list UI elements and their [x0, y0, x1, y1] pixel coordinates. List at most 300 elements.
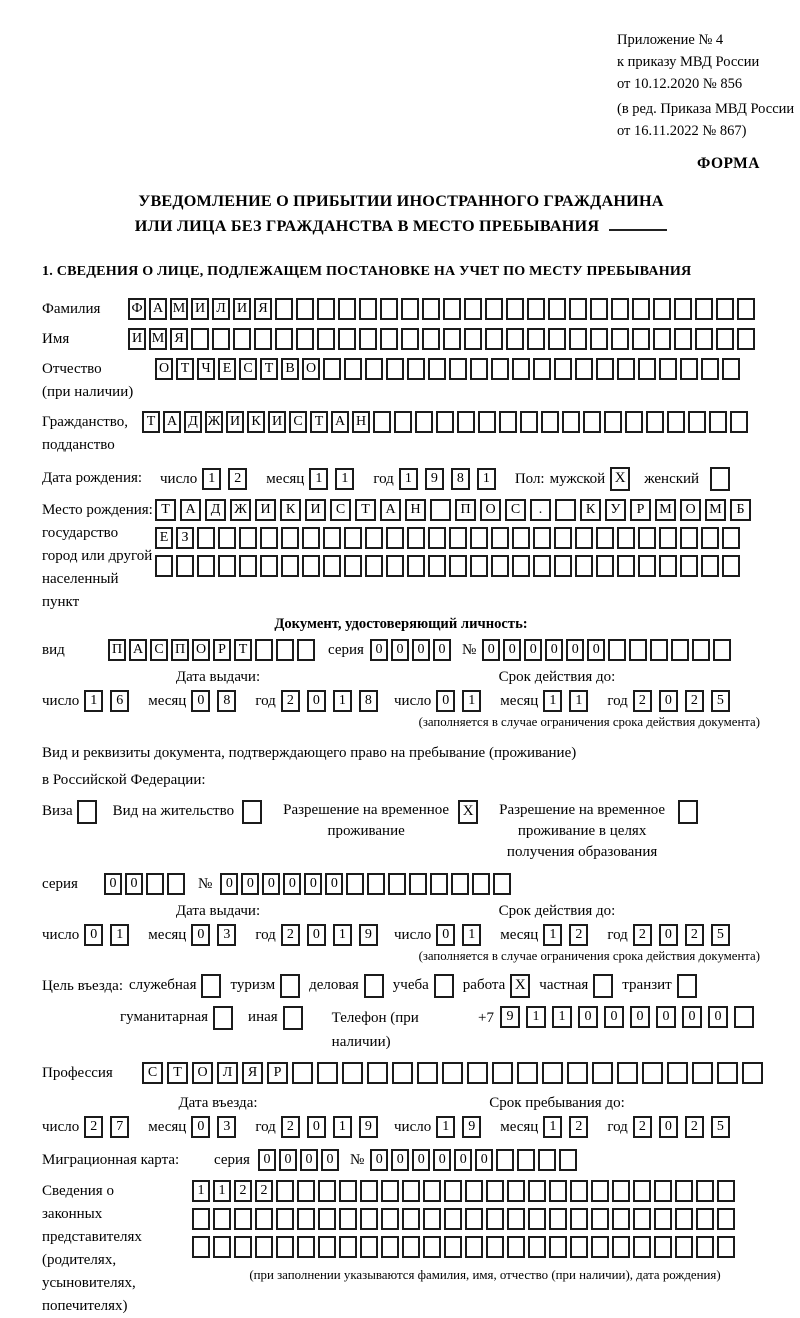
legal-reps-line1-input[interactable]	[192, 1180, 738, 1202]
box-cell[interactable]: 1	[399, 468, 418, 490]
box-cell[interactable]	[717, 1180, 735, 1202]
box-cell[interactable]: О	[302, 358, 320, 380]
box-cell[interactable]	[401, 298, 419, 320]
box-cell[interactable]: 2	[281, 690, 300, 712]
box-cell[interactable]	[317, 298, 335, 320]
box-cell[interactable]	[407, 527, 425, 549]
box-cell[interactable]: М	[170, 298, 188, 320]
box-cell[interactable]	[344, 527, 362, 549]
box-cell[interactable]: 2	[685, 1116, 704, 1138]
box-cell[interactable]	[492, 1062, 513, 1084]
box-cell[interactable]	[342, 1062, 363, 1084]
box-cell[interactable]: О	[192, 1062, 213, 1084]
box-cell[interactable]: С	[150, 639, 168, 661]
box-cell[interactable]	[632, 328, 650, 350]
box-cell[interactable]	[612, 1236, 630, 1258]
box-cell[interactable]	[541, 411, 559, 433]
residence-series-input[interactable]	[104, 873, 188, 895]
box-cell[interactable]: 0	[191, 924, 210, 946]
box-cell[interactable]	[506, 328, 524, 350]
box-cell[interactable]	[373, 411, 391, 433]
box-cell[interactable]: И	[233, 298, 251, 320]
purpose-study-checkbox[interactable]	[434, 974, 454, 998]
box-cell[interactable]: 5	[711, 924, 730, 946]
box-cell[interactable]	[444, 1236, 462, 1258]
box-cell[interactable]: 2	[685, 690, 704, 712]
box-cell[interactable]	[717, 1062, 738, 1084]
box-cell[interactable]: К	[247, 411, 265, 433]
box-cell[interactable]	[696, 1208, 714, 1230]
box-cell[interactable]	[365, 555, 383, 577]
box-cell[interactable]	[360, 1180, 378, 1202]
box-cell[interactable]	[359, 328, 377, 350]
box-cell[interactable]	[470, 527, 488, 549]
doc-valid-day-input[interactable]	[436, 690, 488, 712]
box-cell[interactable]	[512, 358, 530, 380]
box-cell[interactable]: 0	[578, 1006, 598, 1028]
box-cell[interactable]	[392, 1062, 413, 1084]
box-cell[interactable]	[533, 555, 551, 577]
sex-male-checkbox[interactable]: X	[610, 467, 630, 491]
box-cell[interactable]	[465, 1236, 483, 1258]
box-cell[interactable]	[562, 411, 580, 433]
box-cell[interactable]	[146, 873, 164, 895]
box-cell[interactable]: 2	[569, 924, 588, 946]
box-cell[interactable]	[722, 555, 740, 577]
box-cell[interactable]: 0	[604, 1006, 624, 1028]
box-cell[interactable]	[527, 328, 545, 350]
box-cell[interactable]: Т	[176, 358, 194, 380]
box-cell[interactable]	[402, 1180, 420, 1202]
residence-valid-day-input[interactable]	[436, 924, 488, 946]
box-cell[interactable]	[549, 1236, 567, 1258]
box-cell[interactable]	[570, 1180, 588, 1202]
box-cell[interactable]: 0	[503, 639, 521, 661]
box-cell[interactable]: 0	[125, 873, 143, 895]
box-cell[interactable]	[654, 1208, 672, 1230]
box-cell[interactable]: 0	[307, 924, 326, 946]
box-cell[interactable]	[680, 358, 698, 380]
box-cell[interactable]	[734, 1006, 754, 1028]
box-cell[interactable]	[318, 1208, 336, 1230]
temp-residence-checkbox[interactable]: X	[458, 800, 478, 824]
box-cell[interactable]	[653, 298, 671, 320]
box-cell[interactable]: И	[255, 499, 276, 521]
box-cell[interactable]	[569, 298, 587, 320]
box-cell[interactable]	[386, 358, 404, 380]
box-cell[interactable]	[381, 1208, 399, 1230]
box-cell[interactable]: 0	[391, 1149, 409, 1171]
box-cell[interactable]	[297, 639, 315, 661]
temp-residence-education-checkbox[interactable]	[678, 800, 698, 824]
box-cell[interactable]	[512, 527, 530, 549]
migration-card-series-input[interactable]	[258, 1149, 342, 1171]
box-cell[interactable]	[451, 873, 469, 895]
box-cell[interactable]: 1	[333, 924, 352, 946]
box-cell[interactable]	[730, 411, 748, 433]
box-cell[interactable]	[213, 1208, 231, 1230]
box-cell[interactable]	[464, 328, 482, 350]
box-cell[interactable]	[192, 1236, 210, 1258]
box-cell[interactable]: 2	[255, 1180, 273, 1202]
box-cell[interactable]	[499, 411, 517, 433]
box-cell[interactable]	[423, 1236, 441, 1258]
box-cell[interactable]	[470, 358, 488, 380]
birth-place-line1-input[interactable]	[155, 499, 755, 521]
birth-place-line3-input[interactable]	[155, 555, 755, 577]
box-cell[interactable]	[520, 411, 538, 433]
purpose-business-checkbox[interactable]	[364, 974, 384, 998]
box-cell[interactable]	[260, 527, 278, 549]
box-cell[interactable]: А	[331, 411, 349, 433]
box-cell[interactable]	[472, 873, 490, 895]
box-cell[interactable]	[701, 358, 719, 380]
box-cell[interactable]: 0	[391, 639, 409, 661]
box-cell[interactable]: 1	[202, 468, 221, 490]
box-cell[interactable]	[575, 527, 593, 549]
box-cell[interactable]: Т	[142, 411, 160, 433]
box-cell[interactable]: О	[155, 358, 173, 380]
given-name-input[interactable]	[128, 328, 758, 350]
box-cell[interactable]: 9	[359, 1116, 378, 1138]
box-cell[interactable]	[493, 873, 511, 895]
box-cell[interactable]	[423, 1208, 441, 1230]
box-cell[interactable]	[444, 1208, 462, 1230]
box-cell[interactable]: О	[480, 499, 501, 521]
box-cell[interactable]	[570, 1208, 588, 1230]
box-cell[interactable]	[638, 555, 656, 577]
birth-year-input[interactable]	[399, 468, 503, 490]
box-cell[interactable]	[449, 555, 467, 577]
box-cell[interactable]	[318, 1236, 336, 1258]
box-cell[interactable]	[380, 298, 398, 320]
purpose-official-checkbox[interactable]	[201, 974, 221, 998]
box-cell[interactable]: Ч	[197, 358, 215, 380]
box-cell[interactable]: Т	[260, 358, 278, 380]
box-cell[interactable]	[507, 1208, 525, 1230]
box-cell[interactable]	[596, 555, 614, 577]
box-cell[interactable]	[360, 1208, 378, 1230]
box-cell[interactable]	[709, 411, 727, 433]
box-cell[interactable]: 0	[659, 924, 678, 946]
box-cell[interactable]	[428, 358, 446, 380]
box-cell[interactable]	[548, 298, 566, 320]
box-cell[interactable]: 0	[279, 1149, 297, 1171]
box-cell[interactable]: 1	[543, 924, 562, 946]
box-cell[interactable]	[465, 1208, 483, 1230]
box-cell[interactable]	[642, 1062, 663, 1084]
box-cell[interactable]: М	[149, 328, 167, 350]
box-cell[interactable]: 2	[234, 1180, 252, 1202]
box-cell[interactable]: И	[191, 298, 209, 320]
box-cell[interactable]: 5	[711, 1116, 730, 1138]
box-cell[interactable]	[680, 527, 698, 549]
box-cell[interactable]	[276, 1208, 294, 1230]
doc-series-input[interactable]	[370, 639, 454, 661]
box-cell[interactable]: Т	[167, 1062, 188, 1084]
birth-day-input[interactable]	[202, 468, 254, 490]
box-cell[interactable]	[549, 1208, 567, 1230]
box-cell[interactable]	[590, 298, 608, 320]
box-cell[interactable]	[478, 411, 496, 433]
box-cell[interactable]	[218, 527, 236, 549]
box-cell[interactable]	[692, 639, 710, 661]
box-cell[interactable]	[507, 1180, 525, 1202]
box-cell[interactable]: Е	[155, 527, 173, 549]
box-cell[interactable]	[592, 1062, 613, 1084]
box-cell[interactable]: П	[108, 639, 126, 661]
purpose-tourism-checkbox[interactable]	[280, 974, 300, 998]
box-cell[interactable]	[276, 1180, 294, 1202]
box-cell[interactable]: 2	[84, 1116, 103, 1138]
box-cell[interactable]: 0	[433, 1149, 451, 1171]
box-cell[interactable]: 1	[552, 1006, 572, 1028]
box-cell[interactable]	[717, 1208, 735, 1230]
surname-input[interactable]	[128, 298, 758, 320]
box-cell[interactable]	[339, 1236, 357, 1258]
box-cell[interactable]: 1	[462, 690, 481, 712]
box-cell[interactable]: 3	[217, 924, 236, 946]
box-cell[interactable]: 0	[241, 873, 259, 895]
box-cell[interactable]: С	[289, 411, 307, 433]
box-cell[interactable]: 3	[217, 1116, 236, 1138]
box-cell[interactable]	[591, 1208, 609, 1230]
box-cell[interactable]	[517, 1062, 538, 1084]
box-cell[interactable]	[344, 555, 362, 577]
box-cell[interactable]: А	[163, 411, 181, 433]
box-cell[interactable]: Т	[234, 639, 252, 661]
box-cell[interactable]	[155, 555, 173, 577]
box-cell[interactable]	[415, 411, 433, 433]
purpose-humanitarian-checkbox[interactable]	[213, 1006, 233, 1030]
box-cell[interactable]: 1	[477, 468, 496, 490]
box-cell[interactable]: К	[580, 499, 601, 521]
box-cell[interactable]: 0	[659, 690, 678, 712]
box-cell[interactable]: А	[129, 639, 147, 661]
box-cell[interactable]: .	[530, 499, 551, 521]
box-cell[interactable]: 2	[281, 1116, 300, 1138]
box-cell[interactable]	[653, 328, 671, 350]
box-cell[interactable]	[449, 358, 467, 380]
box-cell[interactable]	[538, 1149, 556, 1171]
box-cell[interactable]	[692, 1062, 713, 1084]
box-cell[interactable]	[346, 873, 364, 895]
box-cell[interactable]: У	[605, 499, 626, 521]
box-cell[interactable]	[442, 1062, 463, 1084]
box-cell[interactable]: 1	[213, 1180, 231, 1202]
box-cell[interactable]: 0	[524, 639, 542, 661]
residence-issue-day-input[interactable]	[84, 924, 136, 946]
box-cell[interactable]: 8	[217, 690, 236, 712]
box-cell[interactable]: И	[305, 499, 326, 521]
box-cell[interactable]	[234, 1208, 252, 1230]
box-cell[interactable]	[688, 411, 706, 433]
box-cell[interactable]	[722, 358, 740, 380]
box-cell[interactable]	[323, 555, 341, 577]
box-cell[interactable]: С	[505, 499, 526, 521]
box-cell[interactable]: 0	[307, 1116, 326, 1138]
box-cell[interactable]	[465, 1180, 483, 1202]
box-cell[interactable]	[197, 555, 215, 577]
box-cell[interactable]	[617, 527, 635, 549]
entry-year-input[interactable]	[281, 1116, 385, 1138]
box-cell[interactable]	[360, 1236, 378, 1258]
box-cell[interactable]: Т	[355, 499, 376, 521]
box-cell[interactable]: 0	[104, 873, 122, 895]
box-cell[interactable]: 8	[451, 468, 470, 490]
box-cell[interactable]	[554, 527, 572, 549]
box-cell[interactable]: 0	[370, 1149, 388, 1171]
box-cell[interactable]	[506, 298, 524, 320]
box-cell[interactable]: 0	[545, 639, 563, 661]
box-cell[interactable]	[491, 555, 509, 577]
box-cell[interactable]: 9	[425, 468, 444, 490]
box-cell[interactable]: Ф	[128, 298, 146, 320]
box-cell[interactable]	[646, 411, 664, 433]
phone-input[interactable]	[500, 1006, 760, 1028]
box-cell[interactable]	[402, 1208, 420, 1230]
box-cell[interactable]	[696, 1236, 714, 1258]
box-cell[interactable]	[344, 358, 362, 380]
box-cell[interactable]	[318, 1180, 336, 1202]
doc-kind-input[interactable]	[108, 639, 318, 661]
box-cell[interactable]	[517, 1149, 535, 1171]
box-cell[interactable]: 1	[192, 1180, 210, 1202]
doc-issue-month-input[interactable]	[191, 690, 243, 712]
box-cell[interactable]	[281, 555, 299, 577]
box-cell[interactable]	[625, 411, 643, 433]
box-cell[interactable]: 1	[84, 690, 103, 712]
box-cell[interactable]: 0	[482, 639, 500, 661]
box-cell[interactable]: И	[226, 411, 244, 433]
box-cell[interactable]	[701, 555, 719, 577]
box-cell[interactable]: 1	[543, 1116, 562, 1138]
box-cell[interactable]: Д	[205, 499, 226, 521]
box-cell[interactable]: 0	[220, 873, 238, 895]
birth-place-line2-input[interactable]	[155, 527, 755, 549]
box-cell[interactable]	[428, 527, 446, 549]
box-cell[interactable]: 0	[191, 1116, 210, 1138]
box-cell[interactable]: 0	[656, 1006, 676, 1028]
box-cell[interactable]	[338, 328, 356, 350]
box-cell[interactable]: 0	[304, 873, 322, 895]
box-cell[interactable]	[233, 328, 251, 350]
box-cell[interactable]: 0	[682, 1006, 702, 1028]
box-cell[interactable]	[443, 298, 461, 320]
box-cell[interactable]: 2	[569, 1116, 588, 1138]
legal-reps-line3-input[interactable]	[192, 1236, 738, 1258]
box-cell[interactable]	[276, 639, 294, 661]
box-cell[interactable]	[457, 411, 475, 433]
box-cell[interactable]	[428, 555, 446, 577]
box-cell[interactable]	[339, 1208, 357, 1230]
box-cell[interactable]: А	[180, 499, 201, 521]
box-cell[interactable]	[713, 639, 731, 661]
box-cell[interactable]	[234, 1236, 252, 1258]
box-cell[interactable]	[212, 328, 230, 350]
box-cell[interactable]	[716, 328, 734, 350]
residence-issue-year-input[interactable]	[281, 924, 385, 946]
box-cell[interactable]	[402, 1236, 420, 1258]
box-cell[interactable]: 9	[359, 924, 378, 946]
box-cell[interactable]: 0	[412, 1149, 430, 1171]
box-cell[interactable]: 9	[500, 1006, 520, 1028]
box-cell[interactable]: 1	[569, 690, 588, 712]
doc-valid-year-input[interactable]	[633, 690, 737, 712]
box-cell[interactable]	[659, 555, 677, 577]
box-cell[interactable]	[507, 1236, 525, 1258]
box-cell[interactable]	[365, 358, 383, 380]
box-cell[interactable]: Я	[254, 298, 272, 320]
box-cell[interactable]	[297, 1208, 315, 1230]
box-cell[interactable]: П	[455, 499, 476, 521]
box-cell[interactable]	[409, 873, 427, 895]
box-cell[interactable]	[338, 298, 356, 320]
box-cell[interactable]	[367, 1062, 388, 1084]
box-cell[interactable]	[213, 1236, 231, 1258]
box-cell[interactable]: 1	[436, 1116, 455, 1138]
box-cell[interactable]: 0	[307, 690, 326, 712]
sex-female-checkbox[interactable]	[710, 467, 730, 491]
box-cell[interactable]	[296, 328, 314, 350]
box-cell[interactable]	[365, 527, 383, 549]
box-cell[interactable]	[612, 1208, 630, 1230]
box-cell[interactable]: 1	[333, 690, 352, 712]
box-cell[interactable]: Л	[212, 298, 230, 320]
box-cell[interactable]: С	[142, 1062, 163, 1084]
box-cell[interactable]: Т	[155, 499, 176, 521]
box-cell[interactable]: 0	[708, 1006, 728, 1028]
box-cell[interactable]	[567, 1062, 588, 1084]
box-cell[interactable]	[275, 298, 293, 320]
box-cell[interactable]: 2	[281, 924, 300, 946]
residence-valid-year-input[interactable]	[633, 924, 737, 946]
box-cell[interactable]	[575, 358, 593, 380]
residence-number-input[interactable]	[220, 873, 514, 895]
box-cell[interactable]	[239, 527, 257, 549]
box-cell[interactable]	[275, 328, 293, 350]
box-cell[interactable]	[423, 1180, 441, 1202]
box-cell[interactable]	[659, 358, 677, 380]
box-cell[interactable]	[591, 1236, 609, 1258]
box-cell[interactable]	[486, 1236, 504, 1258]
box-cell[interactable]	[491, 527, 509, 549]
purpose-other-checkbox[interactable]	[283, 1006, 303, 1030]
box-cell[interactable]	[436, 411, 454, 433]
box-cell[interactable]: 7	[110, 1116, 129, 1138]
box-cell[interactable]	[632, 298, 650, 320]
box-cell[interactable]	[612, 1180, 630, 1202]
box-cell[interactable]	[611, 298, 629, 320]
box-cell[interactable]: 1	[462, 924, 481, 946]
box-cell[interactable]	[549, 1180, 567, 1202]
box-cell[interactable]: 2	[685, 924, 704, 946]
box-cell[interactable]: П	[171, 639, 189, 661]
box-cell[interactable]	[701, 527, 719, 549]
box-cell[interactable]: 1	[526, 1006, 546, 1028]
box-cell[interactable]	[667, 1062, 688, 1084]
box-cell[interactable]	[570, 1236, 588, 1258]
box-cell[interactable]	[430, 873, 448, 895]
box-cell[interactable]	[674, 298, 692, 320]
box-cell[interactable]: 0	[659, 1116, 678, 1138]
box-cell[interactable]	[167, 873, 185, 895]
box-cell[interactable]	[596, 527, 614, 549]
box-cell[interactable]	[197, 527, 215, 549]
box-cell[interactable]	[317, 328, 335, 350]
box-cell[interactable]: Я	[242, 1062, 263, 1084]
box-cell[interactable]	[449, 527, 467, 549]
